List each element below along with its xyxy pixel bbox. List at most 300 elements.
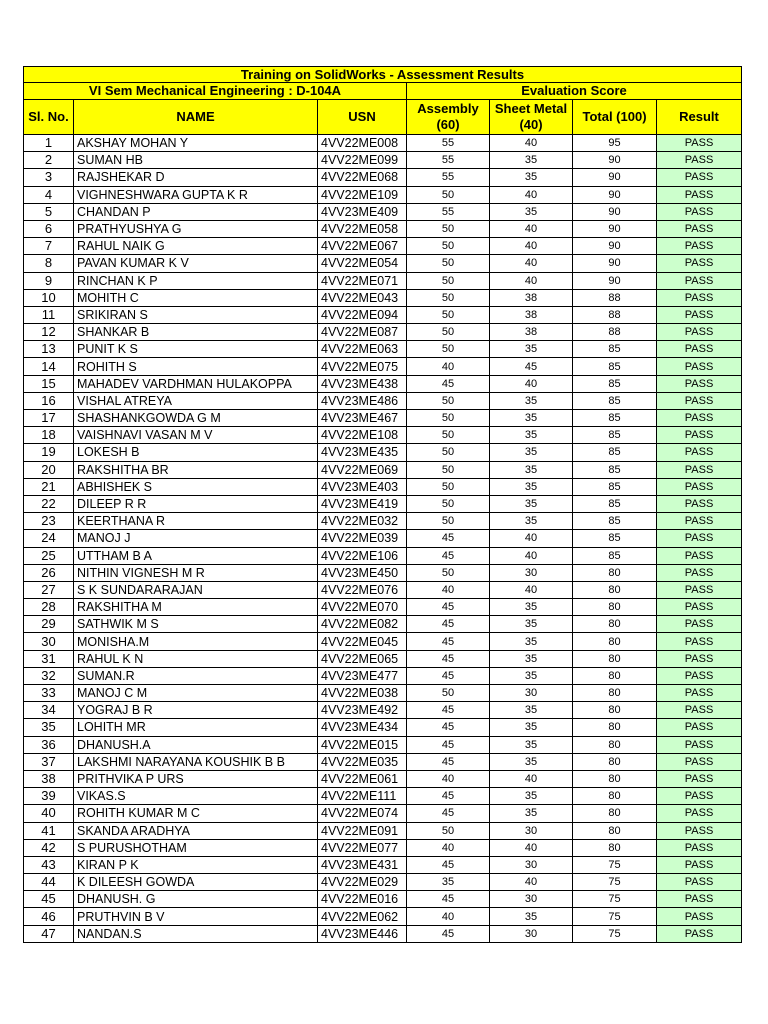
cell-assembly: 50 <box>407 478 490 495</box>
header-sheet-metal: Sheet Metal (40) <box>490 100 573 135</box>
cell-assembly: 45 <box>407 736 490 753</box>
cell-name: AKSHAY MOHAN Y <box>74 135 318 152</box>
cell-usn: 4VV22ME067 <box>318 238 407 255</box>
table-row <box>24 238 742 255</box>
cell-usn: 4VV22ME069 <box>318 461 407 478</box>
cell-sl-no: 22 <box>24 495 74 512</box>
cell-name: LOKESH B <box>74 444 318 461</box>
cell-sheet-metal: 40 <box>490 272 573 289</box>
cell-total: 88 <box>573 324 657 341</box>
cell-result: PASS <box>657 856 742 873</box>
cell-assembly: 45 <box>407 702 490 719</box>
cell-assembly: 45 <box>407 805 490 822</box>
table-row <box>24 220 742 237</box>
cell-assembly: 40 <box>407 908 490 925</box>
cell-assembly: 50 <box>407 392 490 409</box>
cell-sheet-metal: 35 <box>490 169 573 186</box>
cell-sheet-metal: 35 <box>490 753 573 770</box>
table-row <box>24 444 742 461</box>
cell-sl-no: 23 <box>24 513 74 530</box>
cell-sl-no: 18 <box>24 427 74 444</box>
cell-usn: 4VV22ME087 <box>318 324 407 341</box>
cell-name: SRIKIRAN S <box>74 306 318 323</box>
cell-total: 90 <box>573 203 657 220</box>
cell-sl-no: 12 <box>24 324 74 341</box>
cell-sl-no: 1 <box>24 135 74 152</box>
cell-sl-no: 24 <box>24 530 74 547</box>
cell-sheet-metal: 40 <box>490 135 573 152</box>
cell-sl-no: 31 <box>24 650 74 667</box>
table-row <box>24 478 742 495</box>
cell-assembly: 45 <box>407 891 490 908</box>
table-row <box>24 272 742 289</box>
cell-sl-no: 32 <box>24 667 74 684</box>
table-row <box>24 753 742 770</box>
cell-name: RAHUL NAIK G <box>74 238 318 255</box>
cell-sl-no: 42 <box>24 839 74 856</box>
cell-sl-no: 7 <box>24 238 74 255</box>
cell-name: SHANKAR B <box>74 324 318 341</box>
cell-sl-no: 30 <box>24 633 74 650</box>
cell-total: 75 <box>573 874 657 891</box>
cell-assembly: 50 <box>407 186 490 203</box>
cell-sheet-metal: 35 <box>490 478 573 495</box>
cell-result: PASS <box>657 495 742 512</box>
cell-result: PASS <box>657 392 742 409</box>
cell-name: RAKSHITHA M <box>74 599 318 616</box>
cell-assembly: 45 <box>407 719 490 736</box>
cell-usn: 4VV23ME477 <box>318 667 407 684</box>
cell-name: LAKSHMI NARAYANA KOUSHIK B B <box>74 753 318 770</box>
cell-sheet-metal: 35 <box>490 599 573 616</box>
cell-sheet-metal: 35 <box>490 788 573 805</box>
cell-total: 85 <box>573 478 657 495</box>
cell-assembly: 50 <box>407 324 490 341</box>
cell-usn: 4VV22ME108 <box>318 427 407 444</box>
cell-name: MANOJ J <box>74 530 318 547</box>
cell-usn: 4VV23ME450 <box>318 564 407 581</box>
cell-sheet-metal: 35 <box>490 805 573 822</box>
cell-usn: 4VV22ME043 <box>318 289 407 306</box>
table-row <box>24 392 742 409</box>
cell-sheet-metal: 35 <box>490 444 573 461</box>
header-usn: USN <box>318 100 407 135</box>
cell-sl-no: 41 <box>24 822 74 839</box>
cell-sl-no: 20 <box>24 461 74 478</box>
cell-sl-no: 6 <box>24 220 74 237</box>
cell-total: 80 <box>573 650 657 667</box>
table-row <box>24 874 742 891</box>
cell-sheet-metal: 30 <box>490 822 573 839</box>
header-assembly: Assembly (60) <box>407 100 490 135</box>
cell-assembly: 45 <box>407 530 490 547</box>
cell-name: VISHAL ATREYA <box>74 392 318 409</box>
table-row <box>24 186 742 203</box>
cell-name: SKANDA ARADHYA <box>74 822 318 839</box>
cell-total: 90 <box>573 220 657 237</box>
cell-total: 85 <box>573 530 657 547</box>
cell-assembly: 50 <box>407 306 490 323</box>
cell-sl-no: 9 <box>24 272 74 289</box>
cell-sheet-metal: 35 <box>490 410 573 427</box>
cell-sheet-metal: 35 <box>490 513 573 530</box>
cell-total: 90 <box>573 272 657 289</box>
table-row <box>24 891 742 908</box>
cell-name: DHANUSH.A <box>74 736 318 753</box>
table-row <box>24 856 742 873</box>
table-row <box>24 306 742 323</box>
cell-usn: 4VV22ME111 <box>318 788 407 805</box>
cell-assembly: 45 <box>407 633 490 650</box>
cell-sl-no: 25 <box>24 547 74 564</box>
cell-total: 95 <box>573 135 657 152</box>
cell-result: PASS <box>657 255 742 272</box>
table-row <box>24 152 742 169</box>
table-row <box>24 410 742 427</box>
cell-assembly: 45 <box>407 616 490 633</box>
cell-result: PASS <box>657 220 742 237</box>
cell-result: PASS <box>657 272 742 289</box>
cell-total: 80 <box>573 736 657 753</box>
cell-total: 80 <box>573 599 657 616</box>
cell-total: 80 <box>573 719 657 736</box>
cell-total: 80 <box>573 616 657 633</box>
cell-sl-no: 33 <box>24 685 74 702</box>
cell-assembly: 45 <box>407 547 490 564</box>
cell-assembly: 50 <box>407 289 490 306</box>
cell-assembly: 40 <box>407 839 490 856</box>
cell-usn: 4VV22ME082 <box>318 616 407 633</box>
cell-assembly: 50 <box>407 341 490 358</box>
cell-sl-no: 15 <box>24 375 74 392</box>
cell-sheet-metal: 38 <box>490 306 573 323</box>
cell-name: VIGHNESHWARA GUPTA K R <box>74 186 318 203</box>
cell-name: PRUTHVIN B V <box>74 908 318 925</box>
cell-usn: 4VV22ME029 <box>318 874 407 891</box>
cell-sheet-metal: 40 <box>490 839 573 856</box>
cell-name: KEERTHANA R <box>74 513 318 530</box>
cell-result: PASS <box>657 667 742 684</box>
cell-usn: 4VV23ME435 <box>318 444 407 461</box>
cell-result: PASS <box>657 444 742 461</box>
table-row <box>24 667 742 684</box>
cell-name: NITHIN VIGNESH M R <box>74 564 318 581</box>
cell-total: 80 <box>573 581 657 598</box>
cell-result: PASS <box>657 753 742 770</box>
cell-assembly: 45 <box>407 925 490 942</box>
cell-assembly: 50 <box>407 410 490 427</box>
cell-name: UTTHAM B A <box>74 547 318 564</box>
results-table <box>23 66 742 943</box>
cell-sheet-metal: 35 <box>490 616 573 633</box>
cell-sl-no: 2 <box>24 152 74 169</box>
cell-name: ROHITH KUMAR M C <box>74 805 318 822</box>
cell-total: 85 <box>573 375 657 392</box>
cell-usn: 4VV23ME431 <box>318 856 407 873</box>
cell-assembly: 40 <box>407 581 490 598</box>
cell-sl-no: 26 <box>24 564 74 581</box>
cell-result: PASS <box>657 925 742 942</box>
cell-sl-no: 4 <box>24 186 74 203</box>
cell-assembly: 45 <box>407 856 490 873</box>
cell-usn: 4VV23ME419 <box>318 495 407 512</box>
cell-total: 85 <box>573 495 657 512</box>
cell-usn: 4VV23ME492 <box>318 702 407 719</box>
cell-total: 90 <box>573 255 657 272</box>
header-result: Result <box>657 100 742 135</box>
table-row <box>24 599 742 616</box>
cell-assembly: 55 <box>407 135 490 152</box>
cell-result: PASS <box>657 736 742 753</box>
cell-total: 85 <box>573 444 657 461</box>
cell-sl-no: 35 <box>24 719 74 736</box>
cell-sl-no: 40 <box>24 805 74 822</box>
cell-usn: 4VV22ME016 <box>318 891 407 908</box>
cell-result: PASS <box>657 616 742 633</box>
table-row <box>24 358 742 375</box>
table-row <box>24 633 742 650</box>
cell-result: PASS <box>657 650 742 667</box>
table-row <box>24 530 742 547</box>
cell-name: MAHADEV VARDHMAN HULAKOPPA <box>74 375 318 392</box>
cell-sheet-metal: 30 <box>490 856 573 873</box>
cell-usn: 4VV22ME068 <box>318 169 407 186</box>
cell-sheet-metal: 35 <box>490 341 573 358</box>
cell-name: NANDAN.S <box>74 925 318 942</box>
cell-total: 80 <box>573 667 657 684</box>
cell-sheet-metal: 30 <box>490 685 573 702</box>
cell-sl-no: 13 <box>24 341 74 358</box>
cell-result: PASS <box>657 135 742 152</box>
cell-result: PASS <box>657 530 742 547</box>
cell-sheet-metal: 40 <box>490 874 573 891</box>
cell-assembly: 40 <box>407 770 490 787</box>
cell-sheet-metal: 35 <box>490 427 573 444</box>
cell-usn: 4VV22ME065 <box>318 650 407 667</box>
cell-result: PASS <box>657 908 742 925</box>
table-row <box>24 324 742 341</box>
cell-usn: 4VV22ME076 <box>318 581 407 598</box>
table-row <box>24 547 742 564</box>
cell-name: SHASHANKGOWDA G M <box>74 410 318 427</box>
cell-result: PASS <box>657 169 742 186</box>
cell-sl-no: 8 <box>24 255 74 272</box>
cell-usn: 4VV22ME099 <box>318 152 407 169</box>
table-row <box>24 513 742 530</box>
cell-sheet-metal: 35 <box>490 719 573 736</box>
cell-sheet-metal: 35 <box>490 736 573 753</box>
cell-usn: 4VV22ME058 <box>318 220 407 237</box>
cell-result: PASS <box>657 410 742 427</box>
cell-total: 80 <box>573 805 657 822</box>
cell-sl-no: 3 <box>24 169 74 186</box>
header-name: NAME <box>74 100 318 135</box>
cell-total: 85 <box>573 547 657 564</box>
table-row <box>24 375 742 392</box>
cell-usn: 4VV23ME467 <box>318 410 407 427</box>
cell-sheet-metal: 35 <box>490 633 573 650</box>
cell-sl-no: 16 <box>24 392 74 409</box>
cell-sl-no: 19 <box>24 444 74 461</box>
cell-assembly: 50 <box>407 822 490 839</box>
cell-name: ABHISHEK S <box>74 478 318 495</box>
cell-sheet-metal: 35 <box>490 908 573 925</box>
cell-assembly: 50 <box>407 220 490 237</box>
cell-usn: 4VV22ME062 <box>318 908 407 925</box>
cell-total: 80 <box>573 564 657 581</box>
header-sl-no: Sl. No. <box>24 100 74 135</box>
cell-result: PASS <box>657 822 742 839</box>
cell-result: PASS <box>657 702 742 719</box>
cell-assembly: 45 <box>407 599 490 616</box>
cell-name: S PURUSHOTHAM <box>74 839 318 856</box>
cell-total: 90 <box>573 152 657 169</box>
cell-total: 80 <box>573 839 657 856</box>
cell-result: PASS <box>657 547 742 564</box>
cell-name: SATHWIK M S <box>74 616 318 633</box>
cell-sheet-metal: 35 <box>490 203 573 220</box>
cell-name: S K SUNDARARAJAN <box>74 581 318 598</box>
cell-sheet-metal: 30 <box>490 564 573 581</box>
cell-name: PRATHYUSHYA G <box>74 220 318 237</box>
cell-sl-no: 11 <box>24 306 74 323</box>
cell-total: 80 <box>573 753 657 770</box>
cell-total: 80 <box>573 702 657 719</box>
cell-usn: 4VV22ME070 <box>318 599 407 616</box>
cell-total: 90 <box>573 186 657 203</box>
cell-total: 75 <box>573 891 657 908</box>
cell-result: PASS <box>657 203 742 220</box>
cell-total: 75 <box>573 908 657 925</box>
cell-sheet-metal: 40 <box>490 770 573 787</box>
cell-total: 80 <box>573 685 657 702</box>
cell-result: PASS <box>657 152 742 169</box>
cell-result: PASS <box>657 375 742 392</box>
cell-sheet-metal: 40 <box>490 255 573 272</box>
cell-result: PASS <box>657 306 742 323</box>
cell-name: DHANUSH. G <box>74 891 318 908</box>
table-row <box>24 702 742 719</box>
cell-name: MOHITH C <box>74 289 318 306</box>
cell-assembly: 50 <box>407 513 490 530</box>
cell-sheet-metal: 35 <box>490 461 573 478</box>
cell-sheet-metal: 35 <box>490 650 573 667</box>
cell-sheet-metal: 38 <box>490 324 573 341</box>
cell-sl-no: 37 <box>24 753 74 770</box>
cell-sheet-metal: 35 <box>490 152 573 169</box>
cell-assembly: 50 <box>407 685 490 702</box>
cell-sl-no: 27 <box>24 581 74 598</box>
cell-sl-no: 45 <box>24 891 74 908</box>
cell-result: PASS <box>657 633 742 650</box>
cell-result: PASS <box>657 461 742 478</box>
table-row <box>24 203 742 220</box>
cell-sl-no: 17 <box>24 410 74 427</box>
cell-total: 85 <box>573 513 657 530</box>
table-row <box>24 169 742 186</box>
table-row <box>24 685 742 702</box>
cell-sl-no: 39 <box>24 788 74 805</box>
cell-sheet-metal: 35 <box>490 667 573 684</box>
table-row <box>24 495 742 512</box>
cell-assembly: 45 <box>407 753 490 770</box>
cell-result: PASS <box>657 805 742 822</box>
cell-name: MONISHA.M <box>74 633 318 650</box>
cell-assembly: 50 <box>407 495 490 512</box>
table-row <box>24 461 742 478</box>
class-label: VI Sem Mechanical Engineering : D-104A <box>24 83 407 100</box>
table-row <box>24 925 742 942</box>
table-row <box>24 805 742 822</box>
cell-result: PASS <box>657 770 742 787</box>
cell-usn: 4VV23ME403 <box>318 478 407 495</box>
cell-total: 85 <box>573 358 657 375</box>
cell-sheet-metal: 30 <box>490 925 573 942</box>
cell-sheet-metal: 40 <box>490 530 573 547</box>
evaluation-score-label: Evaluation Score <box>407 83 742 100</box>
cell-usn: 4VV22ME015 <box>318 736 407 753</box>
cell-sl-no: 47 <box>24 925 74 942</box>
cell-total: 90 <box>573 169 657 186</box>
table-row <box>24 788 742 805</box>
cell-name: RAHUL K N <box>74 650 318 667</box>
cell-name: PUNIT K S <box>74 341 318 358</box>
cell-usn: 4VV22ME032 <box>318 513 407 530</box>
cell-assembly: 50 <box>407 272 490 289</box>
cell-usn: 4VV23ME446 <box>318 925 407 942</box>
cell-usn: 4VV22ME075 <box>318 358 407 375</box>
table-row <box>24 581 742 598</box>
cell-assembly: 35 <box>407 874 490 891</box>
cell-sheet-metal: 38 <box>490 289 573 306</box>
cell-usn: 4VV22ME063 <box>318 341 407 358</box>
cell-sheet-metal: 30 <box>490 891 573 908</box>
cell-usn: 4VV23ME434 <box>318 719 407 736</box>
cell-result: PASS <box>657 788 742 805</box>
cell-sheet-metal: 45 <box>490 358 573 375</box>
cell-usn: 4VV22ME035 <box>318 753 407 770</box>
cell-result: PASS <box>657 478 742 495</box>
cell-name: SUMAN.R <box>74 667 318 684</box>
cell-total: 75 <box>573 856 657 873</box>
table-row <box>24 341 742 358</box>
table-row <box>24 616 742 633</box>
cell-name: VAISHNAVI VASAN M V <box>74 427 318 444</box>
cell-sl-no: 46 <box>24 908 74 925</box>
cell-assembly: 45 <box>407 375 490 392</box>
cell-sl-no: 21 <box>24 478 74 495</box>
cell-total: 90 <box>573 238 657 255</box>
cell-name: RAKSHITHA BR <box>74 461 318 478</box>
table-row <box>24 736 742 753</box>
cell-name: RAJSHEKAR D <box>74 169 318 186</box>
cell-sheet-metal: 40 <box>490 375 573 392</box>
cell-sheet-metal: 40 <box>490 220 573 237</box>
cell-name: VIKAS.S <box>74 788 318 805</box>
cell-result: PASS <box>657 186 742 203</box>
cell-result: PASS <box>657 599 742 616</box>
cell-usn: 4VV23ME409 <box>318 203 407 220</box>
cell-total: 80 <box>573 822 657 839</box>
cell-sheet-metal: 35 <box>490 495 573 512</box>
cell-name: MANOJ C M <box>74 685 318 702</box>
cell-assembly: 55 <box>407 203 490 220</box>
table-row <box>24 908 742 925</box>
cell-sl-no: 34 <box>24 702 74 719</box>
cell-sheet-metal: 40 <box>490 238 573 255</box>
cell-usn: 4VV23ME438 <box>318 375 407 392</box>
cell-sl-no: 36 <box>24 736 74 753</box>
